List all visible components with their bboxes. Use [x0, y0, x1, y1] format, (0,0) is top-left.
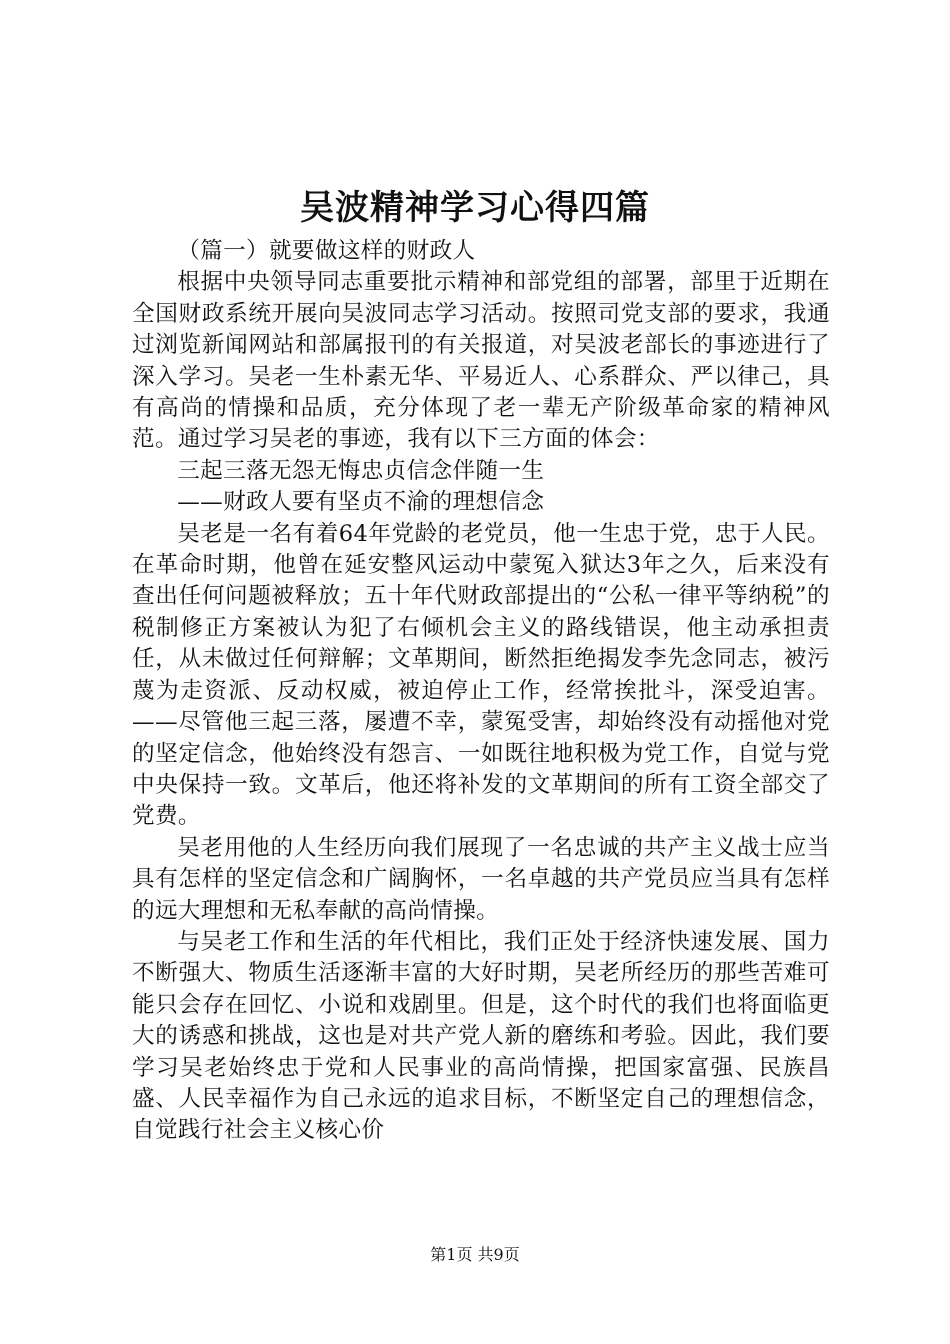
body-paragraph: 吴老用他的人生经历向我们展现了一名忠诚的共产主义战士应当具有怎样的坚定信念和广阔胸怀，一名卓越的共产党员应当具有怎样的远大理想和无私奉献的高尚情操。	[132, 834, 830, 924]
body-paragraph: 与吴老工作和生活的年代相比，我们正处于经济快速发展、国力不断强大、物质生活逐渐丰富的大好时期，吴老所经历的那些苦难可能只会存在回忆、小说和戏剧里。但是，这个时代的我们也将面临更大的诱惑和挑战，这也是对共产党人新的磨练和考验。因此，我们要学习吴老始终忠于党和人民事业的高尚情操，把国家富强、民族昌盛、人民幸福作为自己永远的追求目标，不断坚定自己的理想信念，自觉践行社会主义核心价	[132, 928, 830, 1144]
body-paragraph: 吴老是一名有着64年党龄的老党员，他一生忠于党，忠于人民。在革命时期，他曾在延安整风运动中蒙冤入狱达3年之久，后来没有查出任何问题被释放；五十年代财政部提出的“公私一律平等纳税”的税制修正方案被认为犯了右倾机会主义的路线错误，他主动承担责任，从未做过任何辩解；文革期间，断然拒绝揭发李先念同志，被污蔑为走资派、反动权威，被迫停止工作，经常挨批斗，深受迫害。——尽管他三起三落，屡遭不幸，蒙冤受害，却始终没有动摇他对党的坚定信念，他始终没有怨言、一如既往地积极为党工作，自觉与党中央保持一致。文革后，他还将补发的文革期间的所有工资全部交了党费。	[132, 520, 830, 830]
subsection-heading: 三起三落无怨无悔忠贞信念伴随一生	[177, 457, 545, 484]
section-heading: （篇一）就要做这样的财政人	[177, 238, 476, 264]
document-body	[132, 236, 830, 1147]
document-title: 吴波精神学习心得四篇	[300, 188, 650, 228]
subsection-subtitle: ——财政人要有坚贞不渝的理想信念	[177, 489, 545, 516]
page-number-footer: 第1页 共9页	[430, 1245, 520, 1264]
body-paragraph: 根据中央领导同志重要批示精神和部党组的部署，部里于近期在全国财政系统开展向吴波同志学习活动。按照司党支部的要求，我通过浏览新闻网站和部属报刊的有关报道，对吴波老部长的事迹进行了深入学习。吴老一生朴素无华、平易近人、心系群众、严以律己，具有高尚的情操和品质，充分体现了老一辈无产阶级革命家的精神风范。通过学习吴老的事迹，我有以下三方面的体会：	[132, 269, 830, 453]
